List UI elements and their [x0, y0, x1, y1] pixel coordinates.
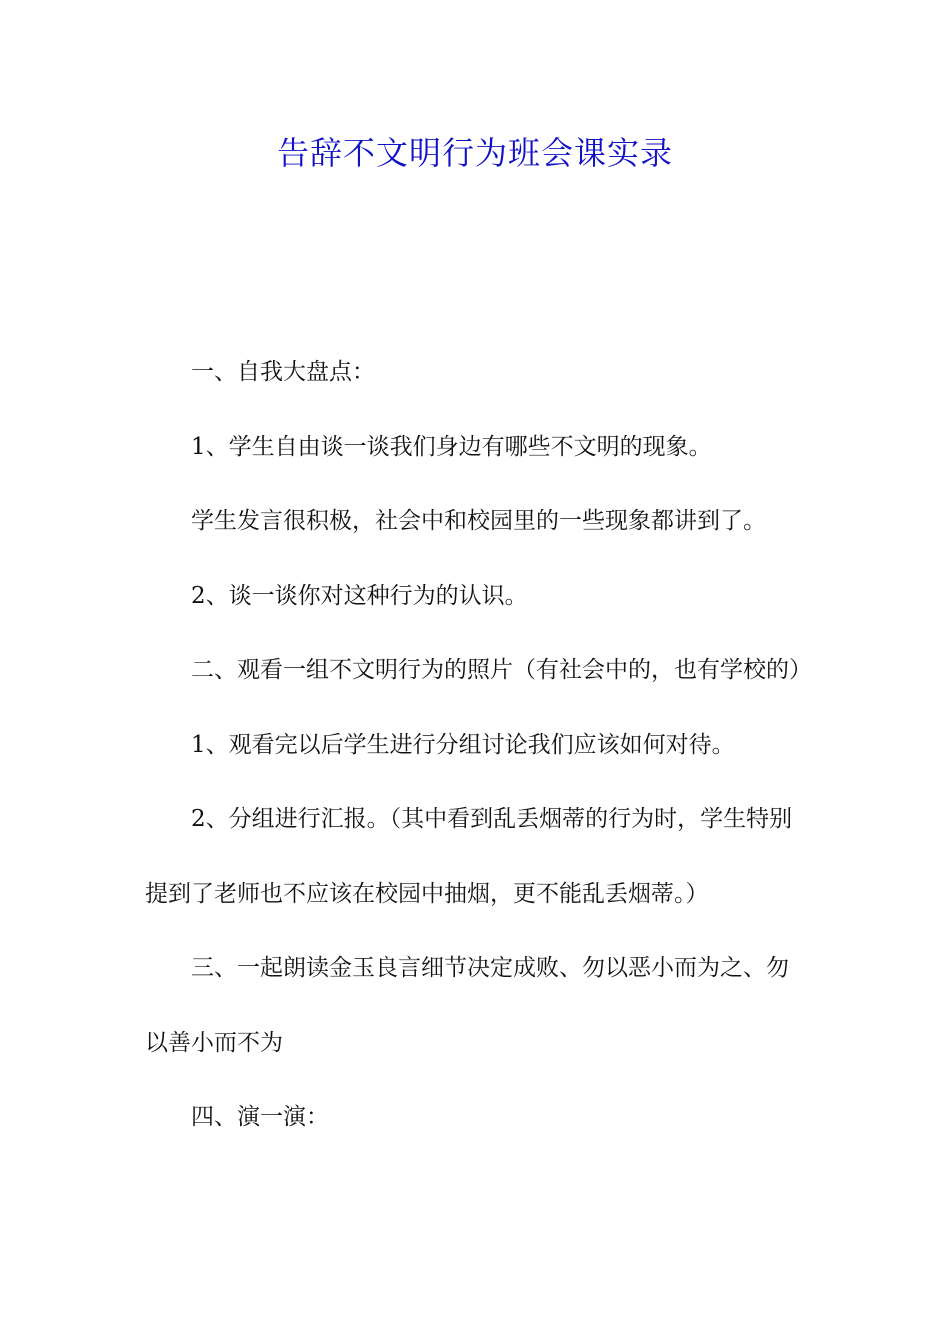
- paragraph-item: 2、分组进行汇报。（其中看到乱丢烟蒂的行为时，学生特别提到了老师也不应该在校园中抽烟，更不能乱丢烟蒂。）: [145, 806, 793, 907]
- document-title: 告辞不文明行为班会课实录: [276, 134, 673, 172]
- section-heading-act-out: 四、演一演：: [191, 1104, 329, 1130]
- section-heading-photos: 二、观看一组不文明行为的照片（有社会中的，也有学校的）: [191, 657, 812, 683]
- document-body: [145, 335, 810, 1155]
- section-heading-read-aloud: 三、一起朗读金玉良言细节决定成败、勿以恶小而为之、勿以善小而不为: [145, 955, 789, 1056]
- paragraph-item: 2、谈一谈你对这种行为的认识。: [191, 582, 528, 609]
- paragraph-item: 1、观看完以后学生进行分组讨论我们应该如何对待。: [191, 731, 735, 758]
- paragraph-item: 学生发言很积极，社会中和校园里的一些现象都讲到了。: [191, 508, 766, 534]
- section-heading-self-review: 一、自我大盘点：: [191, 359, 375, 385]
- paragraph-item: 1、学生自由谈一谈我们身边有哪些不文明的现象。: [191, 433, 712, 460]
